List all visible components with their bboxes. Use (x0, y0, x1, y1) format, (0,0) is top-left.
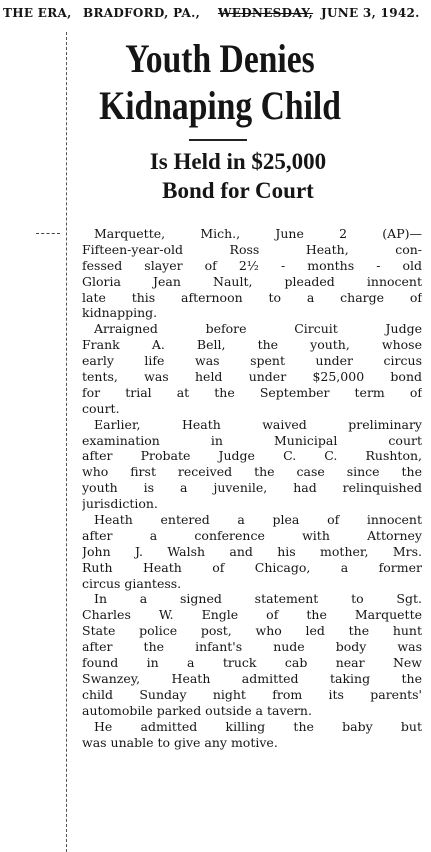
article-line: Heath entered a plea of innocent (94, 512, 422, 528)
weekday-struck: WEDNESDAY, (218, 6, 314, 20)
article-line: State police post, who led the hunt (82, 623, 422, 639)
article-line: for trial at the September term of (82, 384, 422, 400)
article-line: examination in Municipal court (82, 432, 422, 448)
article-line: tents, was held under $25,000 bond (82, 369, 422, 385)
article-line: jurisdiction. (82, 496, 158, 512)
margin-mark (36, 233, 60, 234)
article-line: Arraigned before Circuit Judge (94, 321, 422, 337)
article-line: after the infant's nude body was (82, 639, 422, 655)
article-line: Marquette, Mich., June 2 (AP)— (94, 226, 422, 241)
article-line: Frank A. Bell, the youth, whose (82, 337, 422, 353)
article-line: child Sunday night from its parents' (82, 686, 422, 702)
article-line: after a conference with Attorney (82, 527, 422, 543)
article-line: who first received the case since the (82, 464, 422, 480)
headline-line-1: Youth Denies (125, 36, 315, 81)
article-body (82, 226, 422, 750)
article-line: In a signed statement to Sgt. (94, 591, 422, 607)
newspaper-name: THE ERA, (3, 6, 72, 20)
article-line: fessed slayer of 2½ - months - old (82, 257, 422, 273)
headline-divider (189, 139, 247, 141)
article-line: Swanzey, Heath admitted taking the (82, 670, 422, 686)
article-line: was unable to give any motive. (82, 734, 278, 750)
subheadline-line-2: Bond for Court (162, 178, 314, 203)
article-line: early life was spent under circus (82, 353, 422, 369)
headline-line-2: Kidnaping Child (99, 83, 341, 128)
subheadline-line-1: Is Held in $25,000 (149, 149, 327, 174)
article-line: He admitted killing the baby but (94, 718, 422, 734)
article-line: late this afternoon to a charge of (82, 289, 422, 305)
article-line: automobile parked outside a tavern. (82, 702, 312, 718)
article-line: kidnapping. (82, 305, 158, 321)
article-line: Charles W. Engle of the Marquette (82, 607, 422, 623)
article-line: John J. Walsh and his mother, Mrs. (82, 543, 422, 559)
article-line: youth is a juvenile, had relinquished (82, 480, 422, 496)
article-line: Ruth Heath of Chicago, a former (82, 559, 422, 575)
article-line: Gloria Jean Nault, pleaded innocent (82, 273, 422, 289)
issue-date: JUNE 3, 1942. (321, 6, 420, 20)
article-line: after Probate Judge C. C. Rushton, (82, 448, 422, 464)
article-line: found in a truck cab near New (82, 655, 422, 671)
article-line: Earlier, Heath waived preliminary (94, 416, 422, 432)
article-line: Fifteen-year-old Ross Heath, con- (82, 241, 422, 257)
newspaper-location: BRADFORD, PA., (83, 6, 201, 20)
column-rule (66, 32, 67, 852)
article-line: circus giantess. (82, 575, 182, 591)
masthead (0, 0, 431, 28)
article-line: court. (82, 400, 120, 416)
